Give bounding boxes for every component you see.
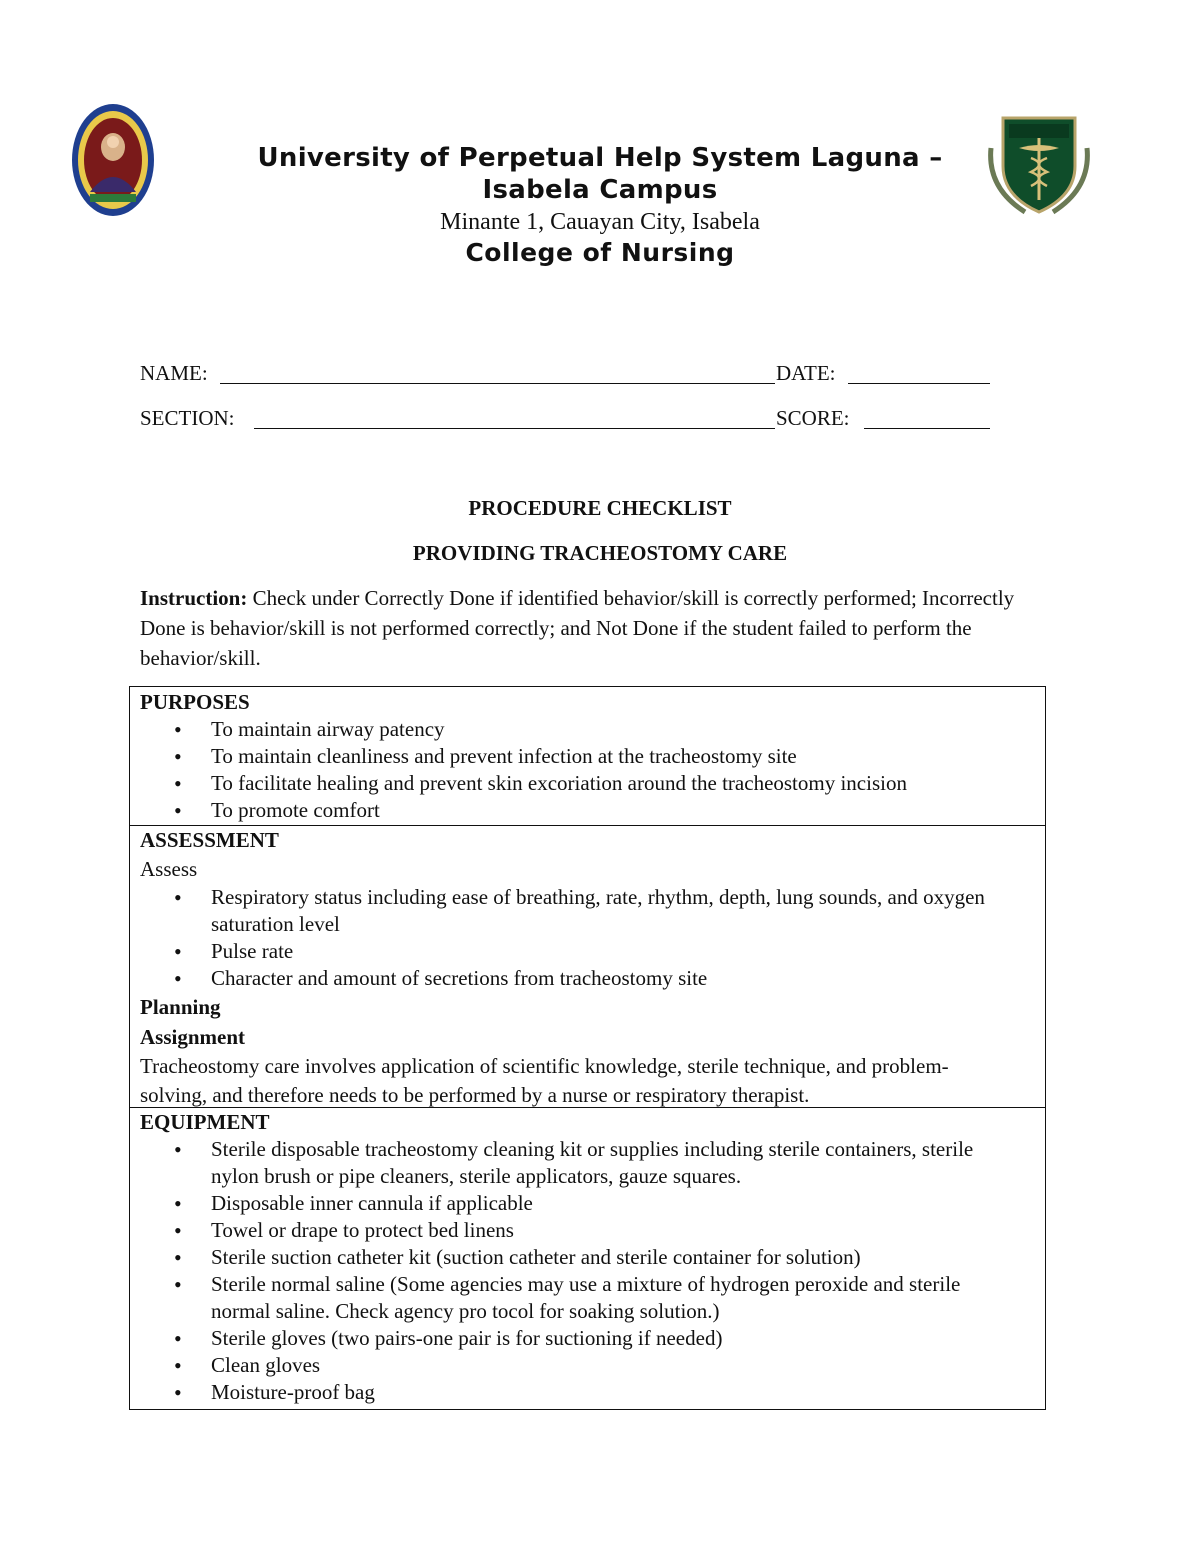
equipment-heading: EQUIPMENT bbox=[140, 1110, 270, 1134]
equipment-list bbox=[140, 1136, 1035, 1406]
assessment-list bbox=[140, 884, 1035, 992]
list-item: • Respiratory status including ease of breathing, rate, rhythm, depth, lung sounds, and oxygen saturation level bbox=[140, 884, 1035, 938]
instruction-text: Check under Correctly Done if identified behavior/skill is correctly performed; Incorrectly Done is behavior/skill is not performed correctly; and Not Done if the student failed to perform the behavior/skill. bbox=[140, 586, 1015, 670]
equipment-section bbox=[129, 1107, 1046, 1410]
name-label: NAME: bbox=[140, 361, 208, 385]
list-item: • Character and amount of secretions from tracheostomy site bbox=[140, 965, 1035, 992]
checklist-title: PROCEDURE CHECKLIST bbox=[468, 496, 732, 520]
assessment-section bbox=[129, 825, 1046, 1108]
purposes-section bbox=[129, 686, 1046, 826]
list-item: • To facilitate healing and prevent skin excoriation around the tracheostomy incision bbox=[140, 770, 1035, 797]
university-name-line2: Isabela Campus bbox=[482, 175, 718, 205]
assignment-heading: Assignment bbox=[140, 1025, 246, 1049]
section-field[interactable] bbox=[254, 428, 775, 429]
list-item: • Clean gloves bbox=[140, 1352, 1035, 1379]
list-item: • To promote comfort bbox=[140, 797, 1035, 824]
campus-address: Minante 1, Cauayan City, Isabela bbox=[440, 209, 760, 235]
score-field[interactable] bbox=[864, 428, 990, 429]
list-item: • Sterile suction catheter kit (suction catheter and sterile container for solution) bbox=[140, 1244, 1035, 1271]
list-item: • To maintain airway patency bbox=[140, 716, 1035, 743]
section-label: SECTION: bbox=[140, 406, 235, 430]
purposes-heading: PURPOSES bbox=[140, 690, 250, 714]
list-item: • Disposable inner cannula if applicable bbox=[140, 1190, 1035, 1217]
list-item: • Pulse rate bbox=[140, 938, 1035, 965]
instruction-paragraph bbox=[140, 583, 1060, 673]
name-field[interactable] bbox=[220, 383, 775, 384]
date-label: DATE: bbox=[776, 361, 836, 385]
procedure-title: PROVIDING TRACHEOSTOMY CARE bbox=[412, 541, 788, 565]
list-item: • Towel or drape to protect bed linens bbox=[140, 1217, 1035, 1244]
planning-heading: Planning bbox=[140, 995, 221, 1019]
assessment-heading: ASSESSMENT bbox=[140, 828, 279, 852]
list-item: • Sterile gloves (two pairs-one pair is for suctioning if needed) bbox=[140, 1325, 1035, 1352]
university-name-line1: University of Perpetual Help System Laguna – bbox=[257, 143, 943, 173]
list-item: • Sterile normal saline (Some agencies may use a mixture of hydrogen peroxide and sterile normal saline. Check agency pro tocol for soaking solution.) bbox=[140, 1271, 1035, 1325]
instruction-label: Instruction: bbox=[140, 586, 248, 610]
list-item: • Moisture-proof bag bbox=[140, 1379, 1035, 1406]
score-label: SCORE: bbox=[776, 406, 850, 430]
date-field[interactable] bbox=[848, 383, 990, 384]
assignment-text: Tracheostomy care involves application of scientific knowledge, sterile technique, and problem-solving, and therefore needs to be performed by a nurse or respiratory therapist. bbox=[140, 1054, 949, 1107]
college-name: College of Nursing bbox=[465, 238, 735, 267]
list-item: • To maintain cleanliness and prevent infection at the tracheostomy site bbox=[140, 743, 1035, 770]
list-item: • Sterile disposable tracheostomy cleaning kit or supplies including sterile containers, sterile nylon brush or pipe cleaners, sterile applicators, gauze squares. bbox=[140, 1136, 1035, 1190]
purposes-list bbox=[140, 716, 1035, 824]
assessment-intro: Assess bbox=[140, 857, 198, 881]
